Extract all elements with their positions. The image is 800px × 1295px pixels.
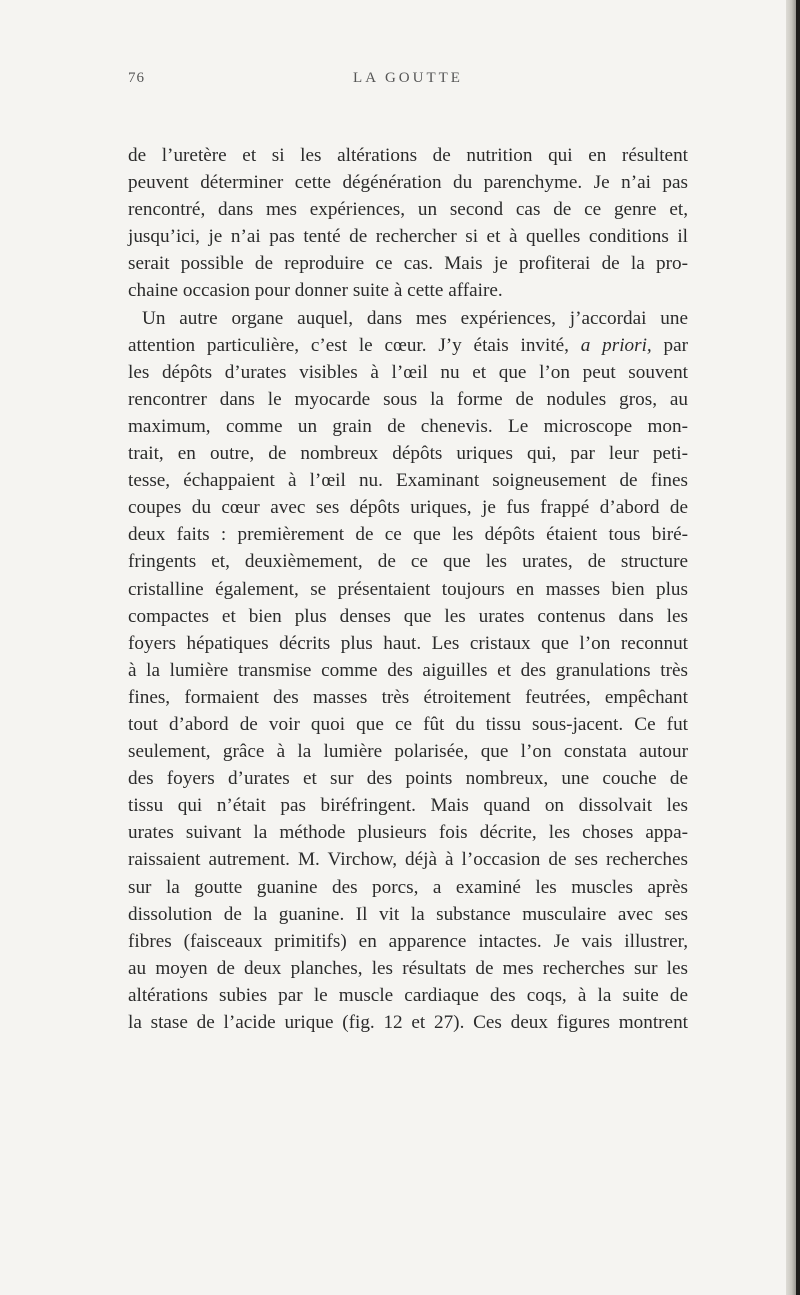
text-line: tissu qui n’était pas biréfringent. Mais quand on dissolvait les bbox=[128, 795, 688, 817]
page-number: 76 bbox=[128, 70, 145, 86]
text-line: chaine occasion pour donner suite à cette affaire. bbox=[128, 280, 503, 302]
binding-edge bbox=[796, 0, 800, 1295]
text-line: rencontrer dans le myocarde sous la forme de nodules gros, au bbox=[128, 388, 688, 410]
text-line: altérations subies par le muscle cardiaque des coqs, à la suite de bbox=[128, 984, 688, 1006]
text-line: cristalline également, se présentaient toujours en masses bien plus bbox=[128, 578, 688, 600]
text-line: compactes et bien plus denses que les urates contenus dans les bbox=[128, 605, 688, 627]
text-line: maximum, comme un grain de chenevis. Le microscope mon- bbox=[128, 415, 688, 437]
text-line: des foyers d’urates et sur des points nombreux, une couche de bbox=[128, 768, 688, 790]
page-header bbox=[128, 70, 688, 96]
text-line: seulement, grâce à la lumière polarisée, que l’on constata autour bbox=[128, 741, 688, 763]
text-line: sur la goutte guanine des porcs, a examiné les muscles après bbox=[128, 876, 688, 898]
text-line: coupes du cœur avec ses dépôts uriques, je fus frappé d’abord de bbox=[128, 497, 688, 519]
text-line: les dépôts d’urates visibles à l’œil nu et que l’on peut souvent bbox=[128, 361, 688, 383]
text-line: urates suivant la méthode plusieurs fois décrite, les choses appa- bbox=[128, 822, 688, 844]
text-line: fringents et, deuxièmement, de ce que les urates, de structure bbox=[128, 551, 688, 573]
text-line: fibres (faisceaux primitifs) en apparence intactes. Je vais illustrer, bbox=[128, 930, 688, 952]
text-line: serait possible de reproduire ce cas. Mais je profiterai de la pro- bbox=[128, 253, 688, 275]
text-line: peuvent déterminer cette dégénération du parenchyme. Je n’ai pas bbox=[128, 172, 688, 194]
text-line: foyers hépatiques décrits plus haut. Les cristaux que l’on reconnut bbox=[128, 632, 688, 654]
text-line: trait, en outre, de nombreux dépôts uriques qui, par leur peti- bbox=[128, 443, 688, 465]
text-line bbox=[128, 332, 688, 359]
text-line: raissaient autrement. M. Virchow, déjà à l’occasion de ses recherches bbox=[128, 849, 688, 871]
text-line: à la lumière transmise comme des aiguilles et des granulations très bbox=[128, 659, 688, 681]
text-line: tesse, échappaient à l’œil nu. Examinant soigneusement de fines bbox=[128, 470, 688, 492]
italic-text: a priori, bbox=[580, 334, 652, 356]
text-segment: par bbox=[651, 334, 688, 356]
text-line: tout d’abord de voir quoi que ce fût du tissu sous-jacent. Ce fut bbox=[128, 713, 688, 735]
text-line: Un autre organe auquel, dans mes expériences, j’accordai une bbox=[142, 307, 688, 329]
running-title: LA GOUTTE bbox=[353, 70, 463, 86]
text-segment: attention particulière, c’est le cœur. J’y étais invité, bbox=[128, 334, 569, 356]
body-text bbox=[128, 142, 688, 1036]
text-line: dissolution de la guanine. Il vit la substance musculaire avec ses bbox=[128, 903, 688, 925]
text-line: fines, formaient des masses très étroitement feutrées, empêchant bbox=[128, 686, 688, 708]
text-line: la stase de l’acide urique (fig. 12 et 27). Ces deux figures montrent bbox=[128, 1012, 688, 1033]
text-line: au moyen de deux planches, les résultats de mes recherches sur les bbox=[128, 957, 688, 979]
text-line: jusqu’ici, je n’ai pas tenté de rechercher si et à quelles conditions il bbox=[128, 226, 688, 248]
text-line: de l’uretère et si les altérations de nutrition qui en résultent bbox=[128, 145, 688, 166]
text-line: rencontré, dans mes expériences, un second cas de ce genre et, bbox=[128, 199, 688, 221]
text-line: deux faits : premièrement de ce que les dépôts étaient tous biré- bbox=[128, 524, 688, 546]
